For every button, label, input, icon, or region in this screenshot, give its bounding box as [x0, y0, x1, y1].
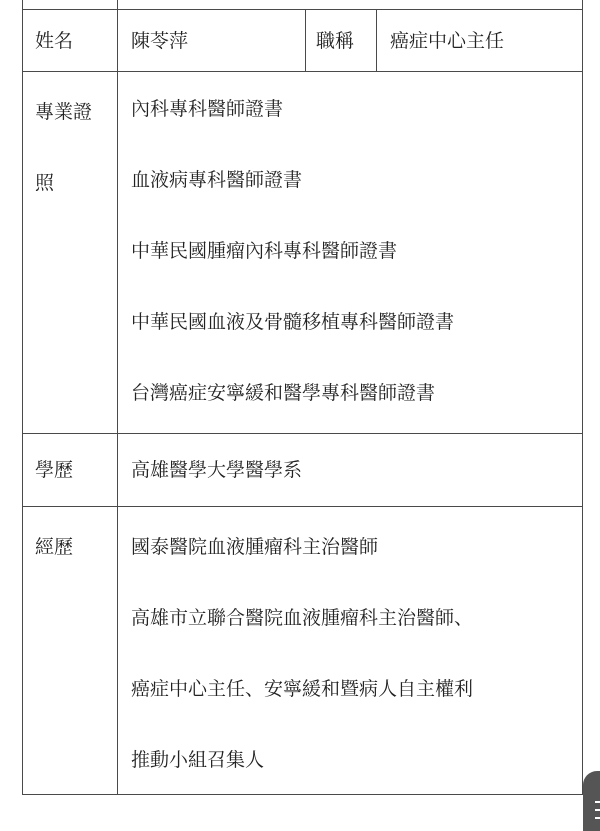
table-top-strip	[23, 0, 582, 9]
list-item: 台灣癌症安寧緩和醫學專科醫師證書	[131, 382, 436, 404]
name-row	[23, 9, 582, 71]
education-row	[23, 433, 582, 506]
title-label: 職稱	[306, 10, 377, 71]
list-item: 高雄市立聯合醫院血液腫瘤科主治醫師、	[131, 607, 474, 629]
education-value: 高雄醫學大學醫學系	[131, 459, 303, 481]
experience-row	[23, 506, 582, 794]
licenses-row	[23, 71, 582, 433]
licenses-label-line-2: 照	[35, 172, 55, 194]
list-item: 血液病專科醫師證書	[131, 169, 303, 191]
licenses-label	[23, 72, 118, 433]
name-label: 姓名	[23, 10, 118, 71]
licenses-label-line-1: 專業證	[35, 101, 93, 123]
menu-icon-bar	[595, 809, 600, 811]
list-item: 國泰醫院血液腫瘤科主治醫師	[131, 536, 379, 558]
experience-label: 經歷	[23, 507, 118, 794]
menu-icon[interactable]	[583, 771, 600, 831]
experience-list	[118, 507, 582, 794]
list-item: 中華民國血液及骨髓移植專科醫師證書	[131, 311, 455, 333]
doctor-profile-table	[22, 0, 583, 795]
menu-icon-bar	[595, 817, 600, 819]
list-item: 內科專科醫師證書	[131, 98, 284, 120]
menu-icon-bar	[595, 801, 600, 803]
list-item: 推動小組召集人	[131, 749, 265, 771]
education-label: 學歷	[23, 434, 118, 506]
list-item: 中華民國腫瘤內科專科醫師證書	[131, 240, 398, 262]
list-item: 癌症中心主任、安寧緩和暨病人自主權利	[131, 678, 474, 700]
title-value: 癌症中心主任	[390, 29, 505, 52]
licenses-list	[118, 72, 582, 433]
name-value: 陳苓萍	[118, 10, 306, 71]
